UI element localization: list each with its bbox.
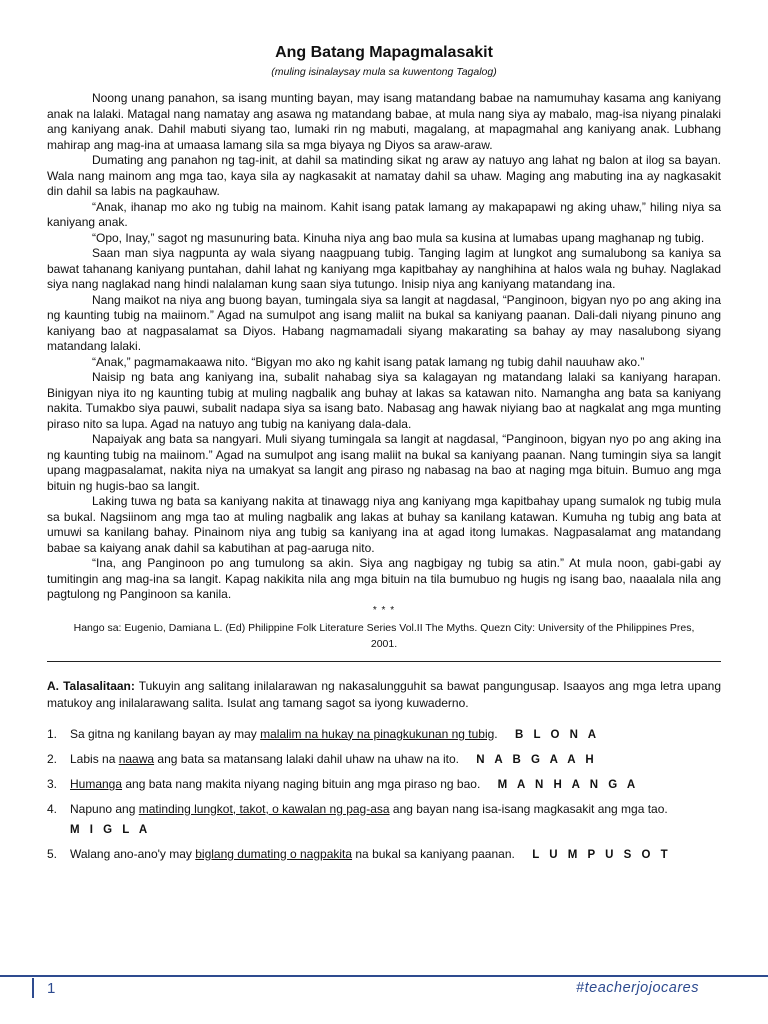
page-number: 1 (47, 980, 56, 997)
story-paragraph: “Anak, ihanap mo ako ng tubig na mainom. Kahit isang patak lamang ay makapapawi ng aking uhaw,” hiling niya sa kaniyang anak. (47, 199, 721, 229)
story-paragraph: Napaiyak ang bata sa nangyari. Muli siyang tumingala sa langit at nagdasal, “Panginoon, bigyan nyo po ang aking ina ng kaunting tubig na maiinom.” Agad na sumulpot ang isang maliit na bukal sa kaniyang paanan. Nang tumingin siya sa langit upang magpasalamat, nakita niya na umakyat sa langit ang piraso ng nabasag na bao at naging mga bituin. Bumuo ang mga bituin ng hugis-bao sa langit. (47, 432, 721, 493)
underlined-phrase: matinding lungkot, takot, o kawalan ng pag-asa (138, 801, 390, 816)
page-content (47, 41, 721, 871)
source-citation: Hango sa: Eugenio, Damiana L. (Ed) Philippine Folk Literature Series Vol.II The Myths. Quezn City: University of the Philippines Pres, 2001. (73, 621, 695, 650)
item-text-after: na bukal sa kaniyang paanan. (352, 846, 515, 861)
exercise-item (47, 726, 721, 744)
scrambled-word: M A N H A N G A (497, 778, 639, 791)
story-paragraph: Dumating ang panahon ng tag-init, at dahil sa matinding sikat ng araw ay natuyo ang lahat ng balon at ilog sa bayan. Wala nang mainom ang mga tao, kaya sila ay nagkasakit at namatay dahil sa uhaw. Maging ang mabuting ina ay nagkasakit din dahil sa labis na pagkauhaw. (47, 153, 721, 198)
exercise-instruction-text: Tukuyin ang salitang inilalarawan ng nakasalungguhit sa bawat pangungusap. Isaayos ang mga letra upang matukoy ang inilalarawang salita. Isulat ang tamang sagot sa iyong kuwaderno. (47, 678, 721, 710)
section-separator: * * * (372, 604, 396, 616)
item-text-after: ang bata sa matansang lalaki dahil uhaw na uhaw na ito. (154, 751, 459, 766)
story-paragraph: “Ina, ang Panginoon po ang tumulong sa akin. Siya ang nagbigay ng tubig sa atin.” At mula noon, gabi-gabi ay tumitingin ang mag-ina sa langit. Kapag nakikita nila ang mga bituin na tila bumubuo ng hugis ng isang bao, naaalala nila ang pagtulong ng Panginoon sa kanila. (47, 556, 721, 601)
item-text-before: Napuno ang (70, 801, 139, 816)
story-subtitle: (muling isinalaysay mula sa kuwentong Tagalog) (271, 66, 497, 78)
item-text-before: Labis na (70, 751, 119, 766)
exercise-heading: A. Talasalitaan: (47, 678, 135, 693)
scrambled-word: M I G L A (70, 823, 151, 836)
exercise-item (47, 776, 721, 794)
item-text-after: . (494, 726, 498, 741)
story-paragraph: Nang maikot na niya ang buong bayan, tumingala siya sa langit at nagdasal, “Panginoon, bigyan nyo po ang aking ina ng kaunting tubig na maiinom.” Agad na sumulpot ang isang maliit na bukal sa kaniyang paanan. Dali-dali niyang pinuno ang kaniyang bao at nagpasalamat sa Diyos. Habang nagmamadali siyang makarating sa bahay ay may nasalubong siyang matandang lalaki. (47, 292, 721, 353)
exercise-item (47, 801, 721, 839)
scrambled-word: B L O N A (514, 728, 600, 741)
item-number: 2. (47, 751, 58, 766)
exercise-list (47, 726, 721, 864)
item-number: 3. (47, 776, 58, 791)
underlined-phrase: Humanga (70, 776, 123, 791)
exercise-item (47, 846, 721, 864)
story-paragraph: Naisip ng bata ang kaniyang ina, subalit nahabag siya sa kalagayan ng matandang lalaki sa kaniyang harapan. Binigyan niya ito ng kaunting tubig at muling nagbalik ang buhay at lakas sa katawan nito. Namangha ang bata sa kaniyang nakita. Tumakbo siya pauwi, subalit nadapa siya sa isang bato. Nabasag ang hawak niyiang bao at nagkalat ang mga munting piraso nito sa lupa. Agad na natuyo ang tubig na kaniyang dala-dala. (47, 370, 721, 431)
item-text-before: Walang ano-ano'y may (70, 846, 196, 861)
item-number: 5. (47, 846, 58, 861)
story-paragraph: Noong unang panahon, sa isang munting bayan, may isang matandang babae na namumuhay kasama ang kaniyang anak na lalaki. Matagal nang namatay ang asawa ng matandang babae, at mula nang siya ay mabalo, mag-isa niyang pinalaki ang kaniyang anak. Dahil mabuti siyang tao, lumaki rin ng mabuti, magalang, at mapagmahal ang kaniyang anak. Lubhang mahirap ang mag-ina at umaasa lamang sila sa mga biyaya ng Diyos sa araw-araw. (47, 91, 721, 152)
item-text-after: ang bata nang makita niyang naging bituin ang mga piraso ng bao. (122, 776, 481, 791)
story-paragraph: Saan man siya nagpunta ay wala siyang naagpuang tubig. Tanging lagim at lungkot ang sumalubong sa kaniya sa bawat tahanang kaniyang puntahan, dahil lahat ng kaniyang mga kapitbahay ay nanghihina at halos wala ng buhay. Naglakad siya nang naglakad nang hindi nalalaman kung saan siya tutungo. Inisip niya ang kaniyang matandang ina. (47, 246, 721, 291)
exercise-instructions (47, 678, 721, 712)
underlined-phrase: malalim na hukay na pinagkukunan ng tubig (260, 726, 495, 741)
story-paragraph: Laking tuwa ng bata sa kaniyang nakita at tinawagg niya ang kaniyang mga kapitbahay upang sumalok ng tubig mula sa bukal. Nagsiinom ang mga tao at muling nagbalik ang lakas at buhay sa kanilang katawan. Kumuha ng tubig ang bata at umuwi sa kanilang bahay. Pinainom niya ang tubig sa kaniyang ina at agad itong lumakas. Nagpasalamat ang matandang babae sa kaiyang anak dahil sa kabutihan at pag-aaruga nito. (47, 494, 721, 555)
item-text-after: ang bayan nang isa-isang magkasakit ang mga tao. (389, 801, 668, 816)
story-paragraph: “Opo, Inay,” sagot ng masunuring bata. Kinuha niya ang bao mula sa kusina at lumabas upang maghanap ng tubig. (92, 230, 705, 245)
horizontal-divider (47, 661, 721, 662)
item-number: 4. (47, 801, 58, 816)
scrambled-word: N A B G A A H (476, 753, 598, 766)
story-body (47, 91, 721, 603)
footer-divider (0, 975, 768, 977)
exercise-item (47, 751, 721, 769)
footer-page-marker (32, 978, 34, 998)
scrambled-word: L U M P U S O T (532, 848, 672, 861)
story-paragraph: “Anak,” pagmamakaawa nito. “Bigyan mo ako ng kahit isang patak lamang ng tubig dahil nauuhaw ako.” (92, 354, 645, 369)
story-title: Ang Batang Mapagmalasakit (275, 44, 493, 61)
underlined-phrase: biglang dumating o nagpakita (195, 846, 353, 861)
item-number: 1. (47, 726, 58, 741)
footer-hashtag: #teacherjojocares (576, 980, 699, 996)
item-text-before: Sa gitna ng kanilang bayan ay may (70, 726, 261, 741)
underlined-phrase: naawa (118, 751, 155, 766)
